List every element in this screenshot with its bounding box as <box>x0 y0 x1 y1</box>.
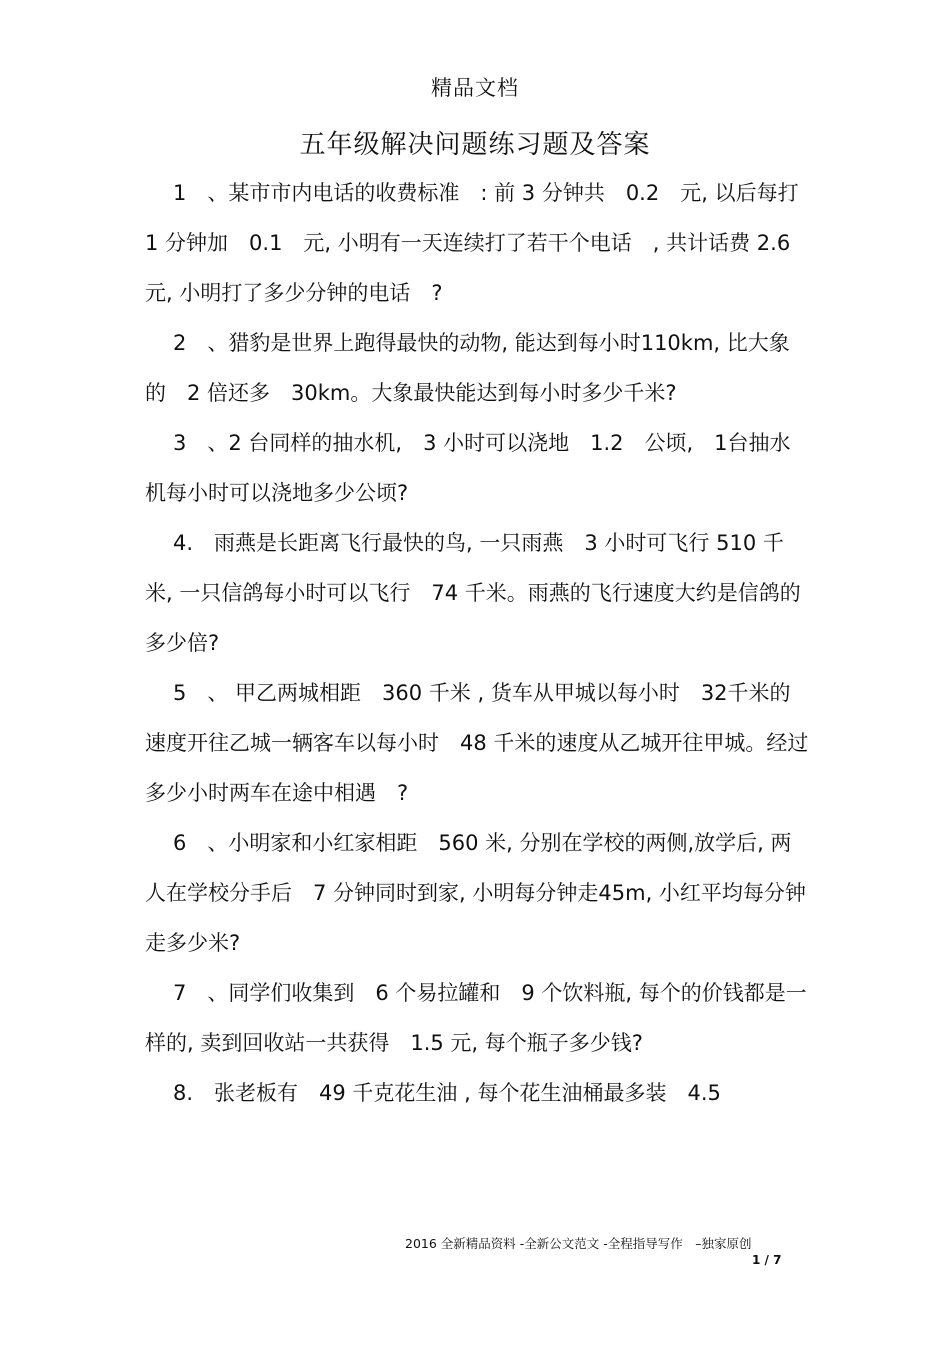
question-6: 6 、小明家和小红家相距 560 米, 分别在学校的两侧,放学后, 两人在学校分手后 7 分钟同时到家, 小明每分钟走45m, 小红平均每分钟走多少米? <box>145 831 806 955</box>
question-5: 5 、 甲乙两城相距 360 千米 , 货车从甲城以每小时 32千米的速度开往乙城一辆客车以每小时 48 千米的速度从乙城开往甲城。经过多少小时两车在途中相遇 ? <box>145 681 809 805</box>
page-number: 1 / 7 <box>752 1253 782 1267</box>
question-3: 3 、2 台同样的抽水机, 3 小时可以浇地 1.2 公顷, 1台抽水机每小时可以浇地多少公顷? <box>145 431 791 505</box>
question-list <box>145 168 810 1118</box>
question-2: 2 、猎豹是世界上跑得最快的动物, 能达到每小时110km, 比大象的 2 倍还多 30km。大象最快能达到每小时多少千米? <box>145 331 790 405</box>
question-4: 4. 雨燕是长距离飞行最快的鸟, 一只雨燕 3 小时可飞行 510 千米, 一只信鸽每小时可以飞行 74 千米。雨燕的飞行速度大约是信鸽的多少倍? <box>145 531 801 655</box>
page-footer: 2016 全新精品资料 -全新公文范文 -全程指导写作 –独家原创 <box>405 1236 752 1251</box>
document-title: 五年级解决问题练习题及答案 <box>299 130 651 160</box>
question-8: 8. 张老板有 49 千克花生油 , 每个花生油桶最多装 4.5 <box>173 1081 721 1105</box>
question-7: 7 、同学们收集到 6 个易拉罐和 9 个饮料瓶, 每个的价钱都是一样的, 卖到回收站一共获得 1.5 元, 每个瓶子多少钱? <box>145 981 807 1055</box>
question-1: 1 、某市市内电话的收费标准 : 前 3 分钟共 0.2 元, 以后每打 1 分钟加 0.1 元, 小明有一天连续打了若干个电话 , 共计话费 2.6 元, 小明打了多少分钟的电话 ? <box>145 181 799 305</box>
page-header: 精品文档 <box>431 76 519 100</box>
